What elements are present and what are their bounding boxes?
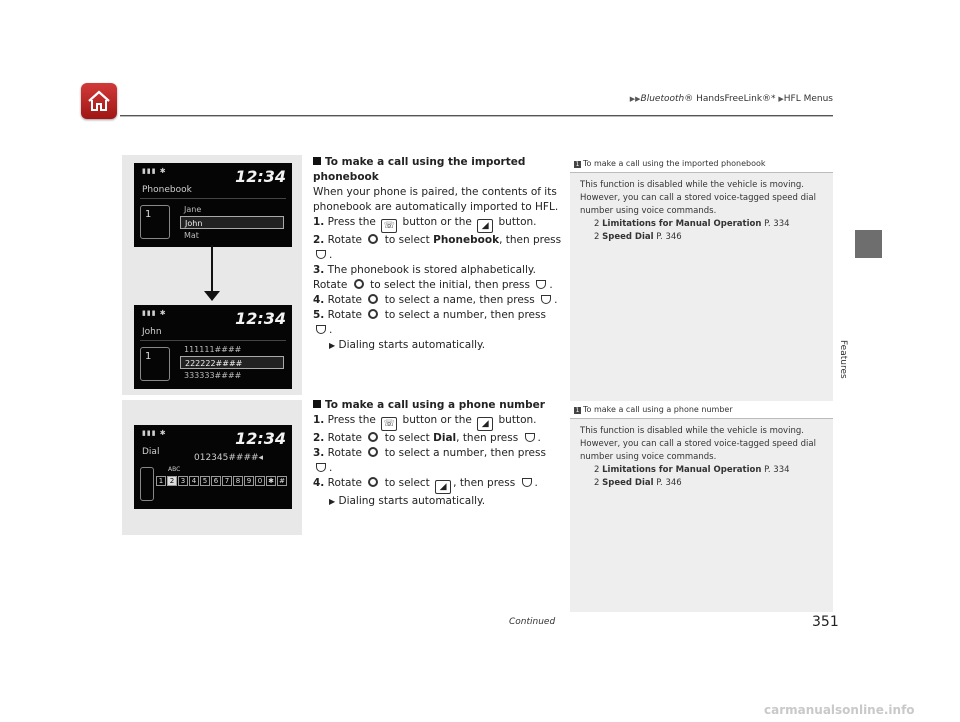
interface-dial-icon <box>368 234 378 244</box>
status-icons: ▮▮▮ ✱ <box>142 167 167 175</box>
screen-title: Dial <box>142 447 160 457</box>
list-item-selected[interactable]: John <box>180 216 284 229</box>
screen-title: Phonebook <box>142 185 192 195</box>
section-number-call <box>313 398 563 509</box>
clock: 12:34 <box>235 167 286 186</box>
page-number: 351 <box>812 614 839 630</box>
interface-dial-icon <box>354 279 364 289</box>
press-icon <box>522 478 532 487</box>
flow-arrow <box>211 245 213 295</box>
cross-reference[interactable]: 2 Speed Dial P. 346 <box>594 478 682 488</box>
clock: 12:34 <box>235 309 286 328</box>
pickup-button-icon: ◢ <box>477 219 493 233</box>
press-icon <box>316 325 326 334</box>
chapter-tab[interactable] <box>855 230 882 258</box>
result-arrow-icon: ▶ <box>329 341 336 350</box>
step-4: 4. Rotate to select a name, then press . <box>313 294 558 306</box>
dial-key[interactable]: 6 <box>211 476 221 486</box>
cross-reference[interactable]: 2 Limitations for Manual Operation P. 334 <box>594 465 790 475</box>
note-number <box>570 401 833 612</box>
list-item[interactable]: 333333#### <box>184 371 242 380</box>
list-item-selected[interactable]: 222222#### <box>180 356 284 369</box>
press-icon <box>541 295 551 304</box>
interface-dial-icon <box>368 432 378 442</box>
flow-arrow-head <box>204 291 220 301</box>
interface-dial-icon <box>368 447 378 457</box>
continued-label: Continued <box>509 617 556 627</box>
dial-key[interactable]: 3 <box>178 476 188 486</box>
interface-dial-icon <box>368 477 378 487</box>
screen-divider <box>140 198 286 199</box>
step-result: ▶ Dialing starts automatically. <box>329 339 486 351</box>
section-heading: To make a call using a phone number <box>313 398 563 413</box>
pickup-button-icon: ◢ <box>477 417 493 431</box>
press-icon <box>525 433 535 442</box>
dial-keypad <box>156 476 287 486</box>
section-heading: To make a call using the imported phonebook <box>313 156 526 183</box>
cross-reference[interactable]: 2 Speed Dial P. 346 <box>594 232 682 242</box>
breadcrumb: ▶▶Bluetooth® HandsFreeLink®* ▶HFL Menus <box>629 94 833 104</box>
step-5: 5. Rotate to select a number, then press . <box>313 309 546 336</box>
dial-number: 012345####◂ <box>194 453 264 463</box>
cross-reference[interactable]: 2 Limitations for Manual Operation P. 334 <box>594 219 790 229</box>
header-divider-shadow <box>120 116 833 117</box>
note-title: 1 To make a call using a phone number <box>570 401 833 419</box>
list-item[interactable]: Mat <box>184 231 199 240</box>
note-title: 1 To make a call using the imported phonebook <box>570 155 833 173</box>
phone-button-icon: ☏ <box>381 417 397 431</box>
section-intro: When your phone is paired, the contents of its phonebook are automatically imported to HFL. <box>313 186 559 213</box>
phonebook-icon: 1 <box>140 205 170 239</box>
clock: 12:34 <box>235 429 286 448</box>
dial-key[interactable]: 9 <box>244 476 254 486</box>
status-icons: ▮▮▮ ✱ <box>142 429 167 437</box>
chapter-label: Features <box>838 340 848 379</box>
list-item[interactable]: 111111#### <box>184 345 242 354</box>
press-icon <box>316 463 326 472</box>
phonebook-icon: 1 <box>140 347 170 381</box>
step-1: 1. Press the ☏ button or the ◢ button. <box>313 216 537 231</box>
breadcrumb-menu[interactable]: HFL Menus <box>783 94 833 104</box>
note-phonebook <box>570 155 833 401</box>
screen-divider <box>140 340 286 341</box>
step-3: 3. The phonebook is stored alphabetically. Rotate to select the initial, then press . <box>313 264 553 291</box>
dial-key[interactable]: 1 <box>156 476 166 486</box>
step-3: 3. Rotate to select a number, then press . <box>313 447 546 474</box>
dial-key[interactable]: 7 <box>222 476 232 486</box>
dial-key[interactable]: 0 <box>255 476 265 486</box>
dial-key[interactable]: # <box>277 476 287 486</box>
result-arrow-icon: ▶ <box>329 497 336 506</box>
step-result: ▶ Dialing starts automatically. <box>329 495 486 507</box>
number-list <box>180 343 284 382</box>
home-icon <box>86 88 112 114</box>
step-2: 2. Rotate to select Dial, then press . <box>313 432 541 444</box>
breadcrumb-rest: ® HandsFreeLink®* <box>684 94 779 104</box>
interface-dial-icon <box>368 294 378 304</box>
breadcrumb-brand: Bluetooth <box>640 94 685 104</box>
phonebook-list <box>180 203 284 242</box>
press-icon <box>536 280 546 289</box>
screen-dial <box>134 425 292 509</box>
step-2: 2. Rotate to select Phonebook, then press . <box>313 234 562 261</box>
screen-title: John <box>142 327 162 337</box>
home-button[interactable] <box>81 83 117 119</box>
screen-frame-dial <box>122 400 302 535</box>
list-item[interactable]: Jane <box>184 205 202 214</box>
dial-key[interactable]: ✱ <box>266 476 276 486</box>
screen-phonebook <box>134 163 292 247</box>
dial-key[interactable]: 8 <box>233 476 243 486</box>
status-icons: ▮▮▮ ✱ <box>142 309 167 317</box>
watermark: carmanualsonline.info <box>764 703 915 717</box>
step-4: 4. Rotate to select ◢ , then press . <box>313 477 538 492</box>
note-body: This function is disabled while the vehicle is moving. However, you can call a stored voice-tagged speed dial number using voice commands. <box>580 180 816 216</box>
pickup-button-icon: ◢ <box>435 480 451 494</box>
section-phonebook-call <box>313 155 563 353</box>
step-1: 1. Press the ☏ button or the ◢ button. <box>313 414 537 429</box>
dial-key-selected[interactable]: 2 <box>167 476 177 486</box>
keypad-icon <box>140 467 154 501</box>
screen-contact <box>134 305 292 389</box>
dial-key[interactable]: 4 <box>189 476 199 486</box>
abc-label: ABC <box>168 466 181 473</box>
dial-key[interactable]: 5 <box>200 476 210 486</box>
note-body: This function is disabled while the vehicle is moving. However, you can call a stored voice-tagged speed dial number using voice commands. <box>580 426 816 462</box>
phone-button-icon: ☏ <box>381 219 397 233</box>
interface-dial-icon <box>368 309 378 319</box>
press-icon <box>316 250 326 259</box>
